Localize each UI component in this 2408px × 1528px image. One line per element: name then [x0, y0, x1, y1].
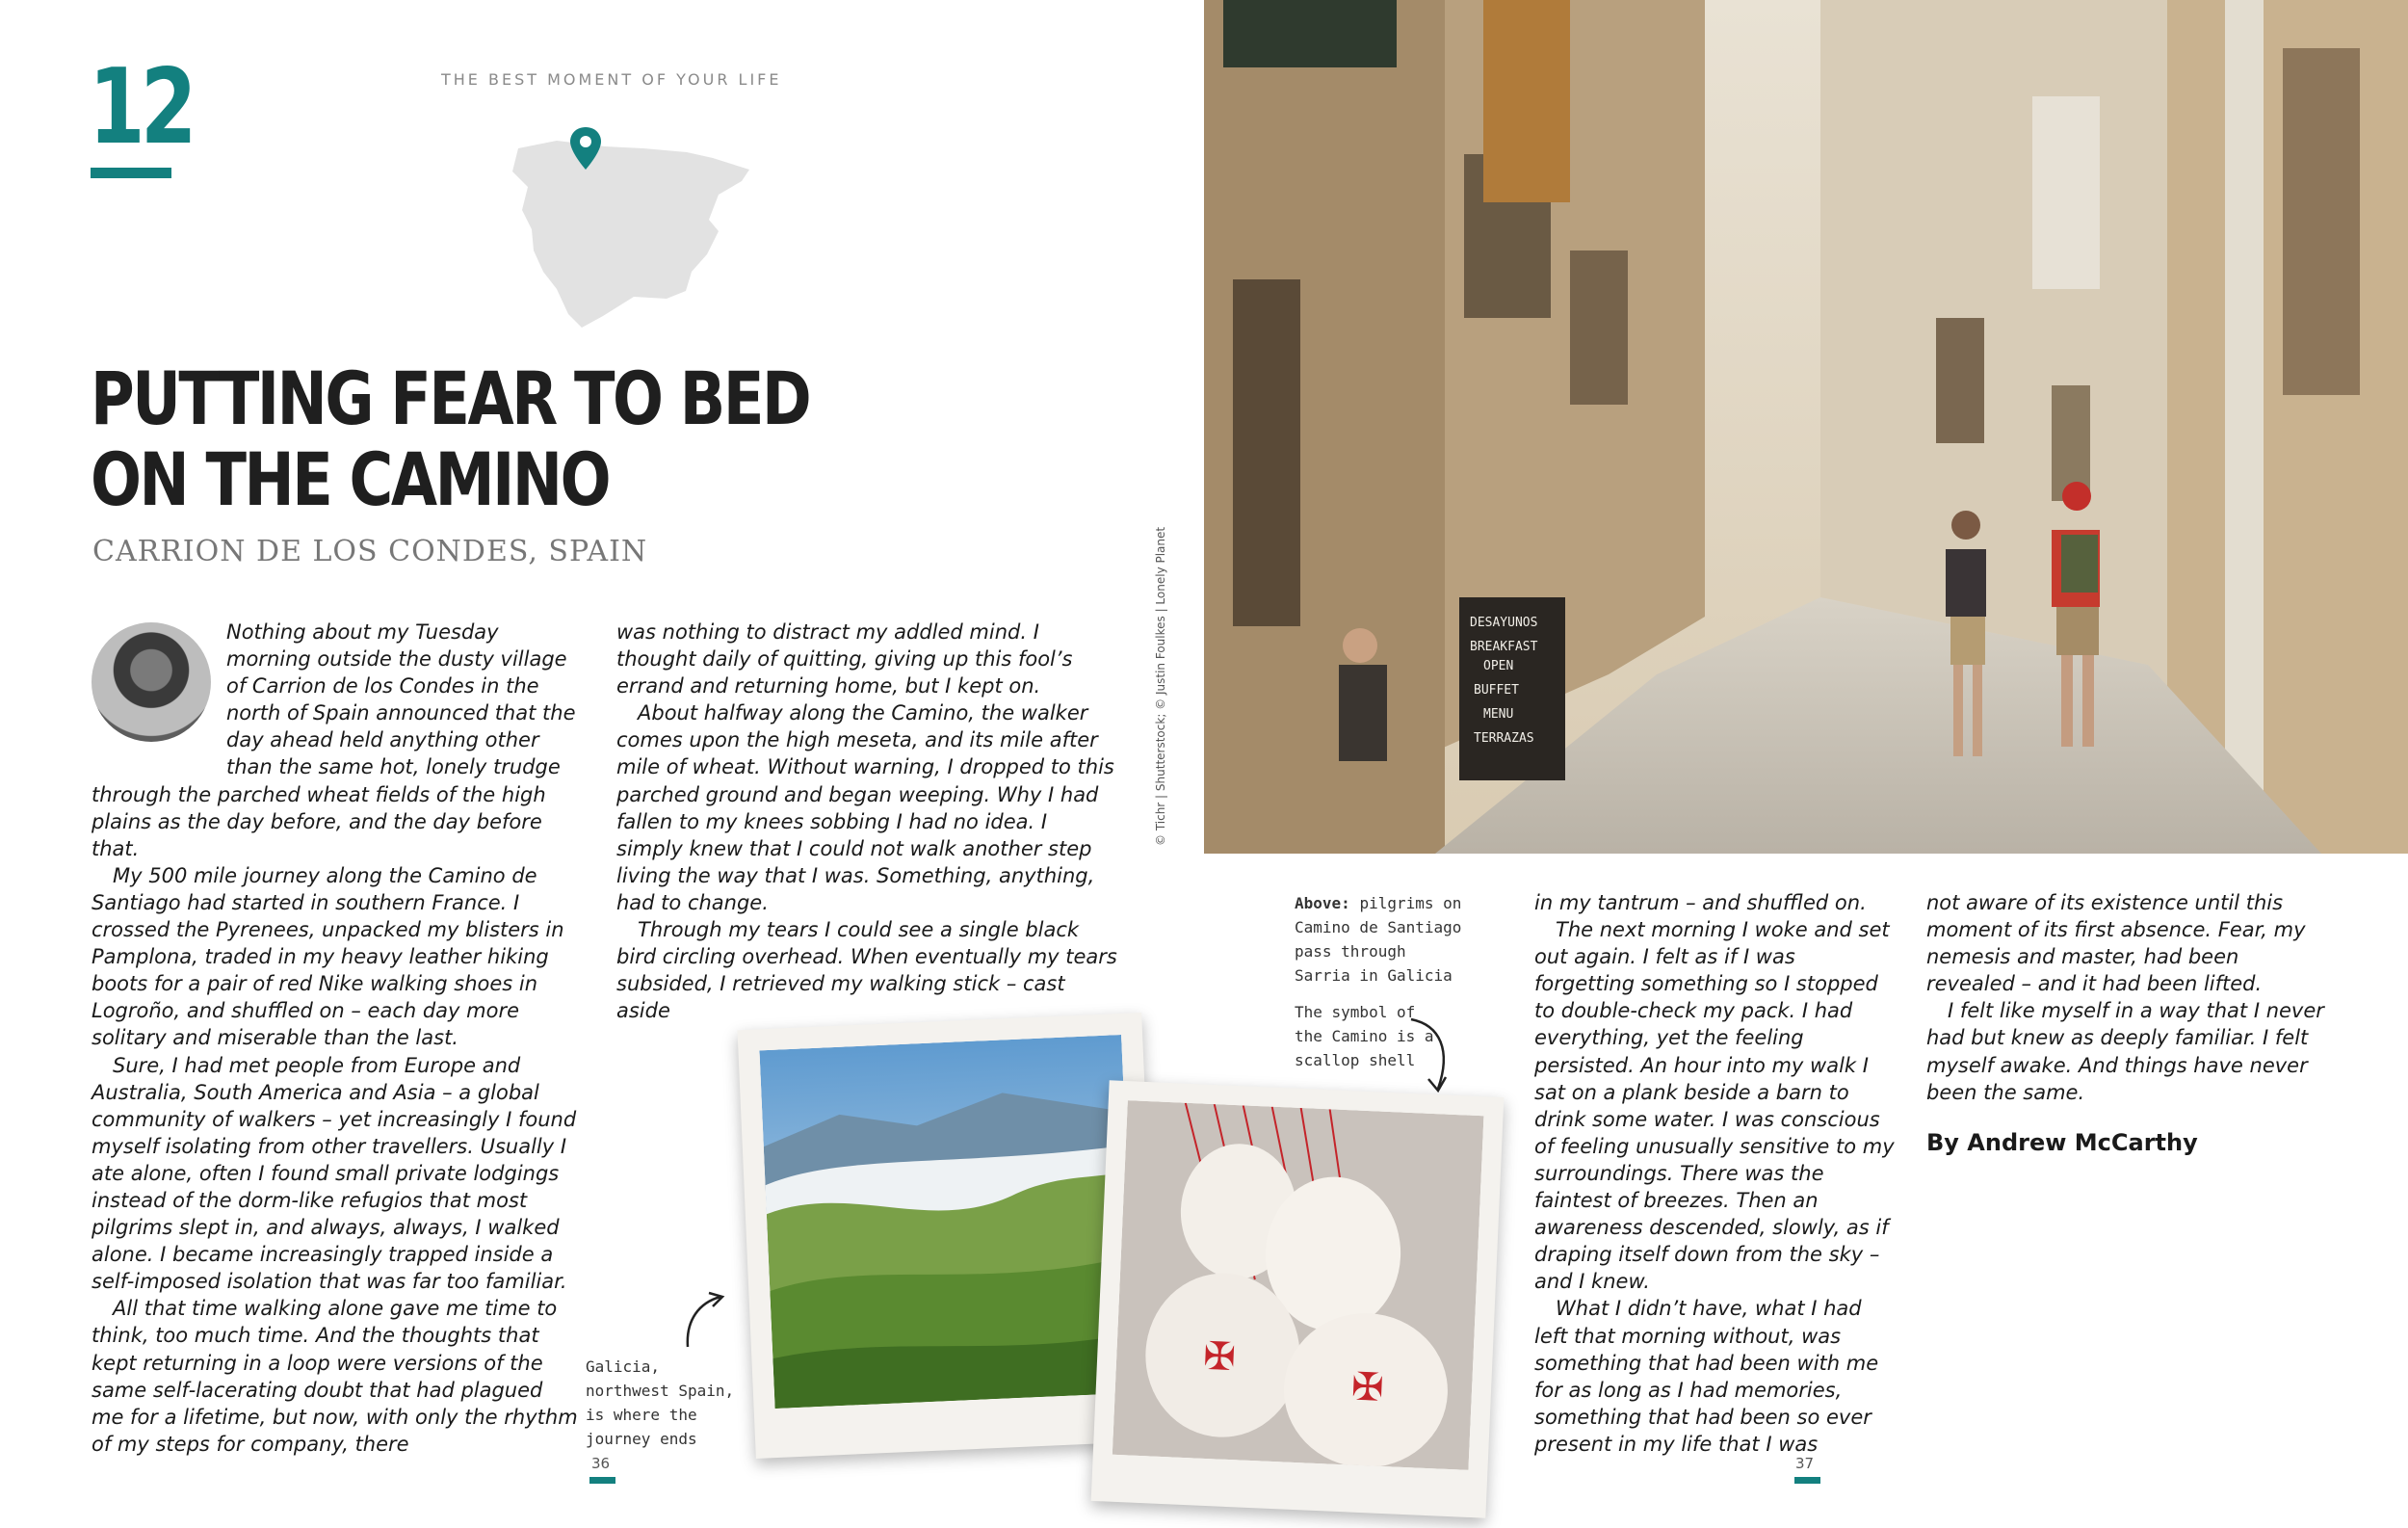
headline-line-1: PUTTING FEAR TO BED [91, 356, 810, 441]
page-number-underline [589, 1477, 615, 1484]
scallop-shells-photo [1112, 1100, 1484, 1470]
paragraph: was nothing to distract my addled mind. I thought daily of quitting, giving up this fool’s errand and returning home, but I kept on. [616, 620, 1073, 698]
curved-arrow-icon [680, 1291, 728, 1349]
paragraph: What I didn’t have, what I had left that morning without, was something that had been with me for as long as I had memories, something that had been so ever present in my life that I was [1534, 1297, 1879, 1456]
headline [91, 358, 809, 520]
svg-text:✠: ✠ [1350, 1364, 1385, 1410]
paragraph: in my tantrum – and shuffled on. [1534, 891, 1867, 914]
paragraph: Nothing about my Tuesday morning outside the dusty village of Carrion de los Condes in the north of Spain announced that the day ahead held anything other than the same hot, lonely trudge through the parched wheat fields of the high plains as the day before, and the day before that. [92, 620, 576, 860]
sign-line: OPEN [1483, 659, 1514, 673]
article-column-3 [1534, 889, 1900, 1458]
article-column-1 [92, 619, 578, 1458]
sign-line: BREAKFAST [1470, 640, 1538, 654]
sign-line: DESAYUNOS [1470, 616, 1538, 630]
author-byline: By Andrew McCarthy [1926, 1129, 2198, 1156]
section-kicker: THE BEST MOMENT OF YOUR LIFE [441, 70, 782, 89]
street-photo [1204, 0, 2408, 854]
paragraph: Sure, I had met people from Europe and Australia, South America and Asia – a global community of walkers – yet increasingly I found myself isolating from other travellers. Usually I ate alone, often I found small private lodgings instead of the dorm-like refugios that most pilgrims slept in, and always, always, I walked alone. I became increasingly trapped inside a self-imposed isolation that was far too familiar. [92, 1053, 577, 1294]
spain-map-icon [489, 127, 755, 333]
svg-text:✠: ✠ [1202, 1333, 1237, 1381]
paragraph: I felt like myself in a way that I never had but knew as deeply familiar. I felt myself awake. And things have never been the same. [1926, 999, 2324, 1104]
page-number-left: 36 [591, 1455, 611, 1472]
sign-line: TERRAZAS [1474, 731, 1534, 746]
page-number-underline [1794, 1477, 1820, 1484]
street-scene [1204, 0, 2408, 854]
paragraph: Through my tears I could see a single black bird circling overhead. When eventually my tears subsided, I retrieved my walking stick – cast aside [616, 918, 1117, 1023]
caption-scallop: The symbol of the Camino is a scallop shell [1295, 1003, 1434, 1069]
caption-galicia: Galicia, northwest Spain, is where the journey ends [586, 1357, 735, 1448]
paragraph: The next morning I woke and set out again. I felt as if I was forgetting something so I stopped to double-check my pack. I had everything, yet the feeling persisted. An hour into my walk I sat on a plank beside a barn to drink some water. I was conscious of feeling unusually sensitive to my surroundings. There was the faintest of breezes. Then an awareness descended, slowly, as if draping itself down from the sky – and I knew. [1534, 918, 1895, 1294]
spain-map-shape [512, 141, 749, 328]
paragraph: not aware of its existence until this moment of its first absence. Fear, my nemesis and master, had been revealed – and it had been lifted. [1926, 891, 2306, 996]
headline-line-2: ON THE CAMINO [91, 436, 610, 522]
article-column-2 [616, 619, 1117, 1024]
sign-line: MENU [1483, 707, 1514, 722]
photo-credit: © Tichr | Shutterstock; © Justin Foulkes | Lonely Planet [1154, 526, 1167, 846]
curved-arrow-icon [1401, 1012, 1459, 1098]
chapter-underline [91, 168, 171, 178]
location-subtitle: CARRION DE LOS CONDES, SPAIN [92, 535, 648, 568]
article-column-4 [1926, 889, 2331, 1106]
caption-above: Above: pilgrims on Camino de Santiago pass through Sarria in Galicia [1295, 894, 1462, 985]
page-number-right: 37 [1795, 1455, 1815, 1472]
paragraph: My 500 mile journey along the Camino de Santiago had started in southern France. I crossed the Pyrenees, unpacked my blisters in Pamplona, traded in my heavy leather hiking boots for a pair of red Nike walking shoes in Logroño, and shuffled on – each day more solitary and miserable than the last. [92, 863, 564, 1050]
scallop-polaroid [1091, 1080, 1505, 1517]
paragraph: All that time walking alone gave me time to think, too much time. And the thoughts that kept returning in a loop were versions of the same self-lacerating doubt that had plagued me for a lifetime, but now, with only the rhythm of my steps for company, there [92, 1297, 578, 1456]
paragraph: About halfway along the Camino, the walker comes upon the high meseta, and its mile after mile of wheat. Without warning, I dropped to this parched ground and began weeping. Why I had fallen to my knees sobbing I had no idea. I simply knew that I could not walk another step living the way that I was. Something, anything, had to change. [616, 701, 1114, 914]
galicia-landscape-photo [759, 1035, 1137, 1409]
chapter-number: 12 [89, 47, 193, 168]
sign-line: BUFFET [1474, 683, 1519, 698]
